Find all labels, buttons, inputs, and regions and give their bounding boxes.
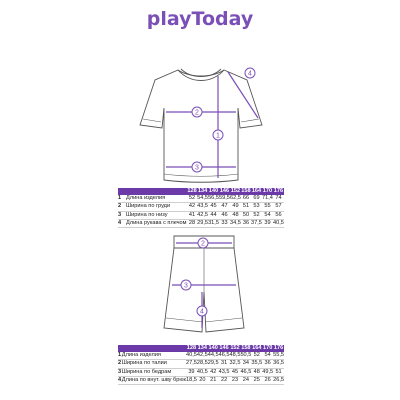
- size-header: 146: [219, 188, 230, 194]
- svg-text:4: 4: [200, 308, 204, 316]
- size-header: 152: [230, 345, 240, 351]
- size-header: 134: [197, 345, 207, 351]
- table-row: 3 Ширина по низу 41 42,5 44 46 48 50 52 54 56: [118, 211, 284, 219]
- table-header-row: [118, 188, 284, 195]
- size-header: 140: [208, 188, 219, 194]
- svg-text:3: 3: [195, 164, 199, 172]
- size-header: 176: [273, 345, 284, 351]
- size-header: 152: [230, 188, 241, 194]
- size-header: 140: [208, 345, 218, 351]
- table-row: 2 Ширина по талии 27,5 28,5 29,5 31 32,5 34 35,5 36 36,5: [118, 360, 284, 367]
- size-header: 128: [186, 345, 197, 351]
- size-header: 170: [262, 345, 273, 351]
- size-header: 158: [241, 345, 251, 351]
- size-header: 170: [262, 188, 273, 194]
- tshirt-size-table: [118, 188, 284, 228]
- svg-text:1: 1: [216, 132, 220, 140]
- size-header: 134: [197, 188, 208, 194]
- shorts-drawing: [164, 236, 244, 332]
- table-row: 3 Ширина по бедрам 39 40,5 42 43,5 45 46,5 48 49,5 51: [118, 368, 284, 376]
- tshirt-marker-3: [192, 162, 202, 172]
- size-header: 146: [219, 345, 229, 351]
- tshirt-marker-1: [213, 130, 223, 140]
- shorts-marker-2: [198, 238, 208, 248]
- size-header: 176: [273, 188, 284, 194]
- shorts-marker-3: [181, 280, 191, 290]
- table-header-row: [118, 345, 284, 352]
- table-row: 1 Длина изделия 52 54,5 56,5 59,5 62,5 66 69 71,4 74: [118, 195, 284, 203]
- svg-text:4: 4: [248, 70, 252, 78]
- tshirt-marker-4: [245, 68, 255, 78]
- table-row: 4 Длина рукава с плечом 28 29,5 31,5 33 34,5 36 37,5 39 40,5: [118, 219, 284, 226]
- brand-logo: playToday: [146, 8, 254, 30]
- tshirt-marker-2: [192, 107, 202, 117]
- table-row: 1 Длина изделия 40,5 42,5 44,5 46,5 48,5 50,5 52 54 55,5: [118, 352, 284, 359]
- size-header: 158: [241, 188, 251, 194]
- svg-text:2: 2: [201, 240, 205, 248]
- table-row: 2 Ширина по груди 42 43,5 45 47 49 51 53 55 57: [118, 203, 284, 211]
- size-header: 164: [251, 188, 262, 194]
- svg-text:3: 3: [184, 282, 188, 290]
- shorts-size-table: [118, 345, 284, 385]
- size-header: 128: [187, 188, 197, 194]
- shorts-marker-4: [197, 306, 207, 316]
- svg-text:2: 2: [195, 109, 199, 117]
- size-header: 164: [252, 345, 262, 351]
- table-row: 4 Длина по внут. шву брюк 18,5 20 21 22 23 24 25 26 26,5: [118, 376, 284, 383]
